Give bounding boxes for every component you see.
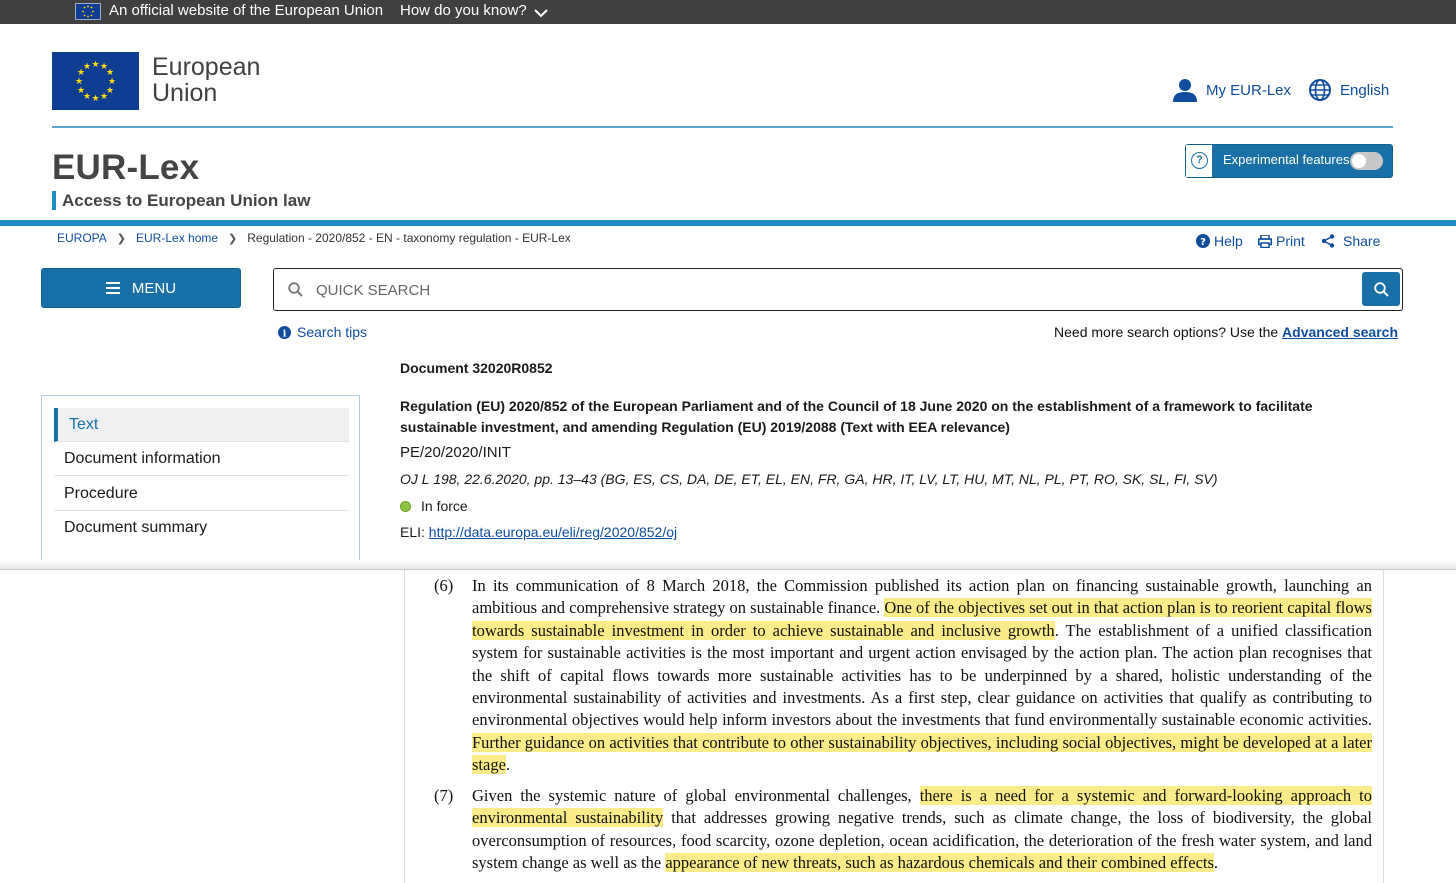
eli-label: ELI: — [400, 524, 429, 540]
search-tips-label: Search tips — [297, 324, 368, 340]
recital-text-segment: In its communication of 8 March 2018, the Commission published its action plan on financing sustainable growth, launching an ambitious and comprehensive strategy on sustainable finance. — [472, 576, 1372, 618]
site-subtitle: Access to European Union law — [52, 191, 310, 210]
logo-line-2: Union — [152, 79, 218, 107]
svg-text:★: ★ — [82, 92, 92, 102]
highlighted-passage: there is a need for a systemic and forward-looking approach to environmental sustainability — [472, 786, 1373, 828]
document-id: Document 32020R0852 — [400, 360, 553, 376]
quick-search-box — [273, 268, 1403, 311]
help-link[interactable] — [1196, 233, 1243, 249]
site-title[interactable]: EUR-Lex — [52, 148, 200, 187]
help-label: Help — [1214, 233, 1243, 249]
official-site-text: An official website of the European Union — [109, 2, 384, 19]
eu-official-banner — [0, 0, 1456, 24]
share-icon — [1321, 234, 1335, 248]
help-icon — [1196, 234, 1210, 248]
recital-text-segment: . — [505, 755, 511, 775]
eli-link[interactable]: http://data.europa.eu/eli/reg/2020/852/oj — [428, 524, 678, 540]
recital-text-segment: . — [1213, 853, 1219, 873]
svg-text:★: ★ — [91, 60, 100, 70]
eu-flag-icon — [75, 3, 101, 20]
svg-text:★: ★ — [76, 68, 86, 78]
svg-text:★: ★ — [91, 94, 100, 104]
info-icon — [278, 326, 291, 339]
globe-icon — [1308, 78, 1332, 102]
recital-number: (6) — [434, 576, 454, 595]
quick-search-input[interactable] — [316, 278, 1346, 302]
recital-text-segment: that addresses growing negative trends, such as climate change, the loss of biodiversity, the global overconsumption of resources, food scarcity, ozone depletion, ocean acidification, the deterioration of the fresh water system, and land system change as well as the — [472, 808, 1372, 873]
user-icon — [1172, 77, 1198, 103]
chevron-down-icon[interactable] — [534, 5, 548, 22]
experimental-features-label: Experimental features — [1223, 152, 1350, 167]
highlighted-passage: appearance of new threats, such as hazardous chemicals and their combined effects — [665, 853, 1214, 873]
highlighted-passage: One of the objectives set out in that action plan is to reorient capital flows towards sustainable investment in order to achieve sustainable and inclusive growth — [472, 598, 1372, 640]
my-eurlex-link[interactable] — [1172, 76, 1291, 104]
language-label: English — [1340, 81, 1390, 99]
highlighted-passage: Further guidance on activities that contribute to other sustainability objectives, including social objectives, might be developed at a later stage — [472, 732, 1372, 775]
screenshot-seam — [0, 560, 1456, 570]
status-badge — [400, 498, 468, 514]
eu-logo[interactable] — [52, 52, 139, 110]
print-label: Print — [1276, 233, 1305, 249]
svg-text:★: ★ — [105, 68, 115, 78]
search-submit-button[interactable] — [1362, 272, 1400, 306]
recital-6-text — [472, 575, 1372, 777]
document-title: Regulation (EU) 2020/852 of the European Parliament and of the Council of 18 June 2020 on the establishment of a framework to facilitate sustainable investment, and amending Regulation (EU) 2019/2088 (Text with EEA relevance) — [400, 398, 1313, 435]
recital-text-segment: Given the systemic nature of global environmental challenges, — [472, 786, 920, 805]
svg-text:★: ★ — [82, 62, 92, 72]
svg-text:★: ★ — [99, 62, 109, 72]
logo-line-1: European — [152, 53, 261, 81]
language-selector[interactable] — [1308, 76, 1389, 104]
document-nav — [41, 395, 360, 570]
eu-logo-text[interactable] — [152, 54, 260, 106]
svg-text:★: ★ — [76, 86, 86, 96]
breadcrumb — [57, 231, 571, 245]
svg-text:i: i — [282, 328, 287, 339]
breadcrumb-eurlex-home[interactable]: EUR-Lex home — [136, 231, 219, 245]
advanced-search-hint — [1054, 324, 1398, 340]
site-header-bar — [0, 220, 1456, 226]
breadcrumb-europa[interactable]: EUROPA — [57, 231, 107, 245]
recital-7-text — [472, 785, 1372, 875]
svg-text:?: ? — [1200, 237, 1206, 248]
svg-text:★: ★ — [107, 77, 117, 87]
how-do-you-know-link[interactable]: How do you know? — [400, 2, 527, 19]
eli-line — [400, 524, 677, 540]
recital-number: (7) — [434, 786, 454, 805]
svg-text:★: ★ — [105, 86, 115, 96]
search-icon — [1374, 282, 1389, 297]
share-label: Share — [1343, 233, 1381, 249]
recital-text-segment: . The establishment of a unified classification system for sustainable activities is the most important and urgent action envisaged by the action plan. The action plan recognises that the shift of capital flows towards more sustainable activities has to be underpinned by a shared, holistic understanding of the environmental sustainability of activities and investments. As a first step, clear guidance on activities that qualify as contributing to environmental objectives would help inform investors about the investments that fund environmentally sustainable economic activities. — [472, 620, 1372, 730]
chevron-right-icon: ❯ — [116, 232, 127, 245]
status-dot-icon — [400, 501, 411, 512]
print-link[interactable] — [1258, 233, 1305, 249]
hamburger-icon — [106, 282, 120, 294]
svg-text:★: ★ — [99, 92, 109, 102]
experimental-features-toggle[interactable] — [1185, 144, 1393, 178]
breadcrumb-current: Regulation - 2020/852 - EN - taxonomy regulation - EUR-Lex — [247, 231, 571, 245]
document-reference: PE/20/2020/INIT — [400, 444, 511, 461]
nav-item-text[interactable]: Text — [54, 408, 349, 442]
chevron-right-icon: ❯ — [228, 232, 238, 245]
help-circle-icon[interactable]: ? — [1186, 145, 1213, 177]
nav-item-procedure[interactable]: Procedure — [54, 477, 349, 511]
svg-text:★: ★ — [74, 77, 84, 87]
share-link[interactable] — [1321, 233, 1380, 249]
search-tips-link[interactable] — [278, 324, 367, 340]
nav-item-document-information[interactable]: Document information — [54, 442, 349, 476]
search-icon — [288, 282, 303, 297]
official-journal-reference: OJ L 198, 22.6.2020, pp. 13–43 (BG, ES, CS, DA, DE, ET, EL, EN, FR, GA, HR, IT, LV, LT, HU, MT, NL, PL, PT, RO, SK, SL, FI, SV) — [400, 471, 1218, 487]
advanced-search-link[interactable]: Advanced search — [1282, 324, 1398, 340]
print-icon — [1258, 235, 1272, 248]
menu-label: MENU — [131, 279, 177, 297]
header-divider — [52, 126, 1393, 128]
experimental-switch[interactable] — [1350, 152, 1383, 170]
my-eurlex-label: My EUR-Lex — [1206, 81, 1292, 99]
menu-button[interactable] — [41, 268, 241, 308]
nav-item-document-summary[interactable]: Document summary — [64, 519, 208, 536]
status-label: In force — [421, 498, 468, 514]
more-options-text: Need more search options? Use the — [1054, 324, 1283, 340]
